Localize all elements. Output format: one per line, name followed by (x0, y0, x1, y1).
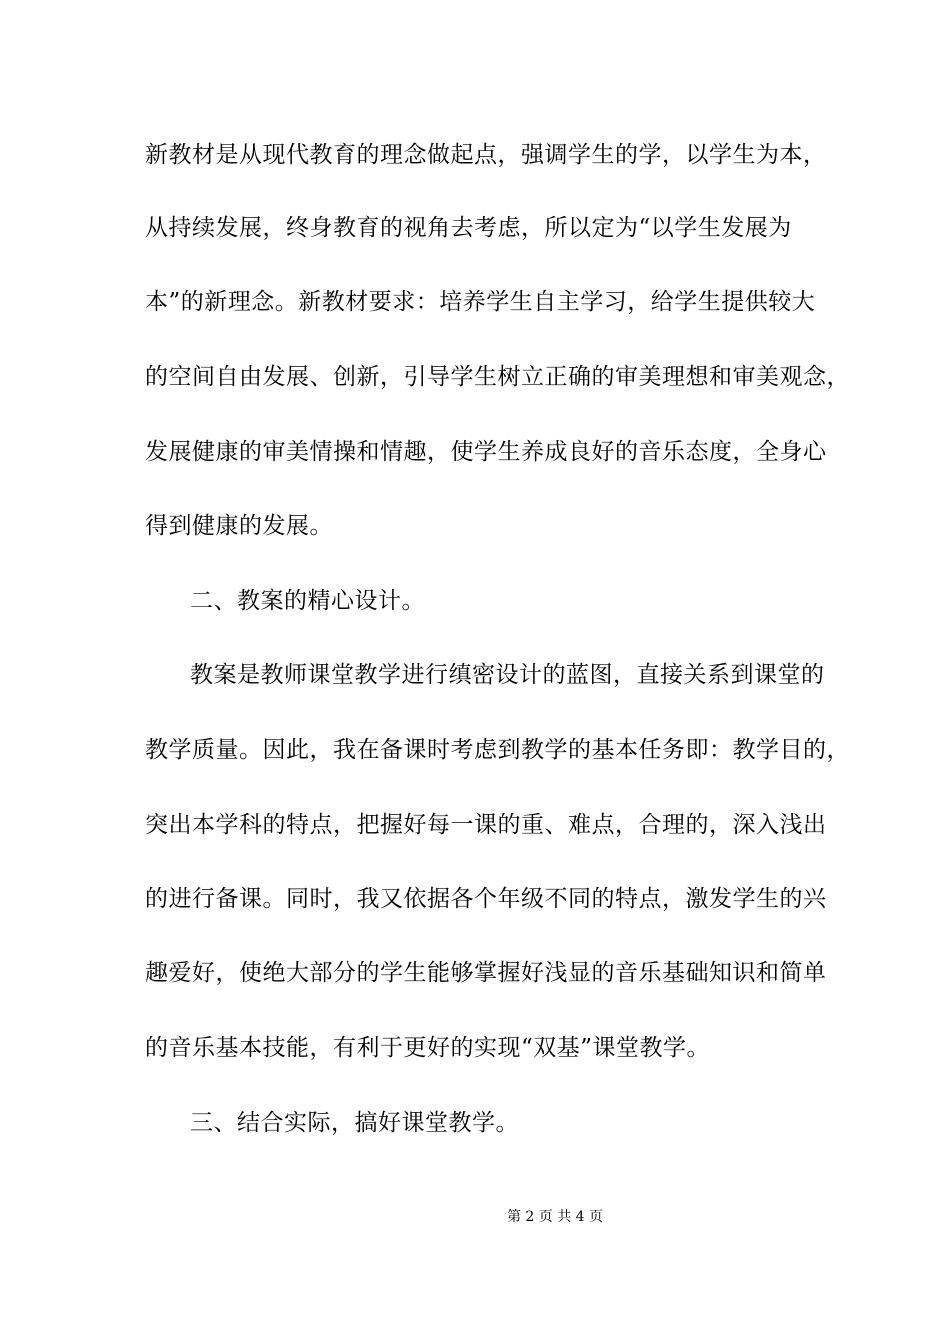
paragraph-line: 发展健康的审美情操和情趣，使学生养成良好的音乐态度，全身心 (145, 439, 827, 465)
paragraph-line: 的空间自由发展、创新，引导学生树立正确的审美理想和审美观念， (145, 364, 850, 390)
paragraph-line: 的进行备课。同时，我又依据各个年级不同的特点，激发学生的兴 (145, 886, 827, 912)
paragraph-line: 从持续发展，终身教育的视角去考虑，所以定为“以学生发展为 (145, 215, 792, 241)
paragraph-line: 突出本学科的特点，把握好每一课的重、难点，合理的，深入浅出 (145, 812, 827, 838)
paragraph-line: 的音乐基本技能，有利于更好的实现“双基”课堂教学。 (145, 1035, 711, 1061)
section-heading: 三、结合实际，搞好课堂教学。 (190, 1110, 519, 1136)
page-number-footer: 第 2 页 共 4 页 (506, 1209, 604, 1225)
paragraph-line: 新教材是从现代教育的理念做起点，强调学生的学，以学生为本， (145, 142, 827, 168)
paragraph-line: 教案是教师课堂教学进行缜密设计的蓝图，直接关系到课堂的 (190, 662, 825, 688)
paragraph-line: 趣爱好，使绝大部分的学生能够掌握好浅显的音乐基础知识和简单 (145, 960, 827, 986)
paragraph-line: 得到健康的发展。 (145, 513, 333, 539)
paragraph-line: 教学质量。因此，我在备课时考虑到教学的基本任务即：教学目的， (145, 737, 850, 763)
paragraph-line: 本”的新理念。新教材要求：培养学生自主学习，给学生提供较大 (145, 289, 816, 315)
section-heading: 二、教案的精心设计。 (190, 588, 425, 614)
